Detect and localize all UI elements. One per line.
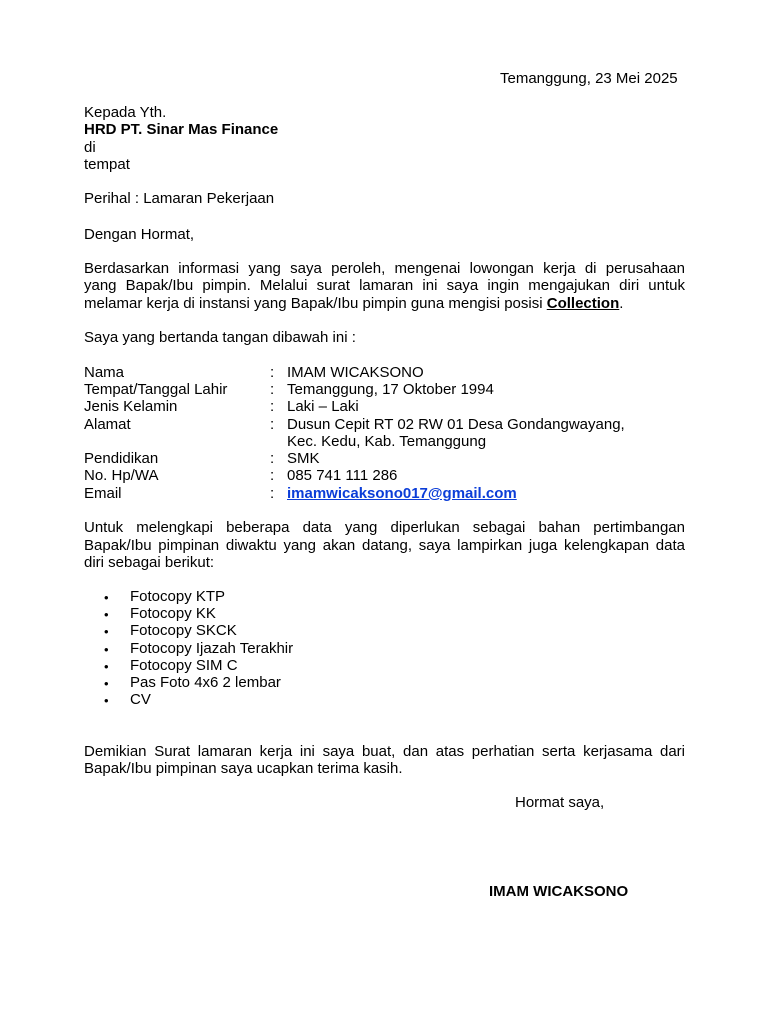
- email-link[interactable]: imamwicaksono017@gmail.com: [287, 485, 517, 502]
- intro-line-3-prefix: melamar kerja di instansi yang Bapak/Ibu pimpin guna mengisi posisi: [84, 295, 547, 312]
- recipient-greeting: Kepada Yth.: [84, 104, 167, 121]
- attach-intro-line-1: Untuk melengkapi beberapa data yang diperlukan sebagai bahan pertimbangan: [84, 519, 685, 536]
- closing-line-1: Demikian Surat lamaran kerja ini saya buat, dan atas perhatian serta kerjasama dari: [84, 743, 685, 760]
- detail-label: Tempat/Tanggal Lahir: [84, 381, 228, 398]
- list-item: Fotocopy KTP: [130, 588, 226, 605]
- detail-separator: :: [270, 450, 275, 467]
- attach-intro-line-3: diri sebagai berikut:: [84, 554, 215, 571]
- recipient-tempat: tempat: [84, 156, 130, 173]
- detail-label: Nama: [84, 364, 125, 381]
- detail-separator: :: [270, 485, 275, 502]
- subject-line: Perihal : Lamaran Pekerjaan: [84, 190, 275, 207]
- list-item: Fotocopy SKCK: [130, 622, 237, 639]
- intro-line-2: yang Bapak/Ibu pimpin. Melalui surat lamaran ini saya ingin mengajukan diri untuk: [84, 277, 685, 294]
- bullet-icon: •: [104, 659, 109, 674]
- bullet-icon: •: [104, 624, 109, 639]
- recipient-company: HRD PT. Sinar Mas Finance: [84, 121, 279, 138]
- undersigned-line: Saya yang bertanda tangan dibawah ini :: [84, 329, 356, 346]
- intro-line-1: Berdasarkan informasi yang saya peroleh, mengenai lowongan kerja di perusahaan: [84, 260, 685, 277]
- detail-separator: :: [270, 398, 275, 415]
- list-item: CV: [130, 691, 151, 708]
- regards: Hormat saya,: [515, 794, 605, 811]
- list-item: Pas Foto 4x6 2 lembar: [130, 674, 281, 691]
- intro-line-3: [84, 295, 623, 312]
- closing-line-2: Bapak/Ibu pimpinan saya ucapkan terima kasih.: [84, 760, 403, 777]
- detail-value: Laki – Laki: [287, 398, 359, 415]
- bullet-icon: •: [104, 642, 109, 657]
- place-date: Temanggung, 23 Mei 2025: [500, 70, 678, 87]
- salutation: Dengan Hormat,: [84, 226, 195, 243]
- detail-value: IMAM WICAKSONO: [287, 364, 424, 381]
- detail-separator: :: [270, 416, 275, 433]
- detail-value: SMK: [287, 450, 320, 467]
- detail-label: Email: [84, 485, 122, 502]
- list-item: Fotocopy Ijazah Terakhir: [130, 640, 294, 657]
- list-item: Fotocopy SIM C: [130, 657, 238, 674]
- bullet-icon: •: [104, 676, 109, 691]
- detail-value: Temanggung, 17 Oktober 1994: [287, 381, 494, 398]
- detail-separator: :: [270, 364, 275, 381]
- bullet-icon: •: [104, 693, 109, 708]
- detail-separator: :: [270, 467, 275, 484]
- bullet-icon: •: [104, 590, 109, 605]
- attach-intro-line-2: Bapak/Ibu pimpinan diwaktu yang akan datang, saya lampirkan juga kelengkapan data: [84, 537, 685, 554]
- detail-value: Kec. Kedu, Kab. Temanggung: [287, 433, 487, 450]
- applied-position: Collection: [546, 295, 620, 312]
- signature-name: IMAM WICAKSONO: [489, 883, 629, 900]
- recipient-di: di: [84, 139, 96, 156]
- detail-separator: :: [270, 381, 275, 398]
- list-item: Fotocopy KK: [130, 605, 216, 622]
- detail-label: Jenis Kelamin: [84, 398, 178, 415]
- intro-line-3-suffix: .: [619, 295, 624, 312]
- bullet-icon: •: [104, 607, 109, 622]
- detail-label: Pendidikan: [84, 450, 159, 467]
- detail-label: Alamat: [84, 416, 131, 433]
- detail-label: No. Hp/WA: [84, 467, 159, 484]
- detail-value: 085 741 111 286: [287, 467, 398, 484]
- detail-value: Dusun Cepit RT 02 RW 01 Desa Gondangwayang,: [287, 416, 625, 433]
